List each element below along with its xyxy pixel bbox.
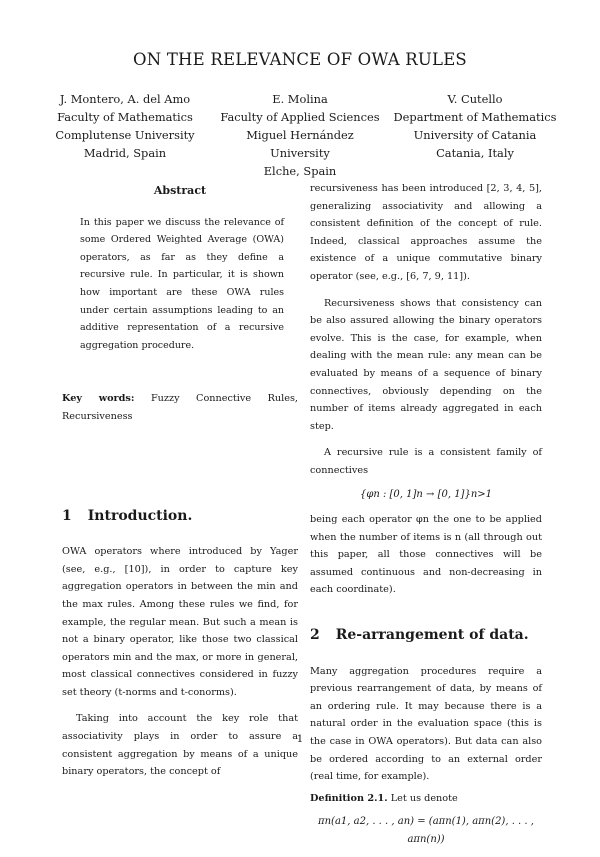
author-1 [40,90,210,180]
author-2 [215,90,385,180]
author-name: V. Cutello [447,92,503,106]
section-2-heading [310,627,542,645]
definition-label: Definition 2.1. [310,792,388,804]
formula-permutation: πn(a1, a2, . . . , an) = (aπn(1), aπn(2), . . . , aπn(n)) [318,816,534,845]
author-name: J. Montero, A. del Amo [59,92,191,106]
definition-text: Let us denote [390,792,458,804]
left-column [62,180,298,781]
author-univ: Complutense University [55,128,195,142]
author-dept: Faculty of Applied Sciences [220,110,380,124]
right-paragraph-4: being each operator φn the one to be applied when the number of items is n (all through out this paper, all those connectives will be assumed continuous and non-decreasing in each coordinate). [310,514,542,596]
author-loc: Catania, Italy [436,146,514,160]
author-univ: University of Catania [413,128,537,142]
keywords-text: Fuzzy Connective Rules, Recursiveness [62,393,298,422]
definition [310,790,542,808]
abstract-body: In this paper we discuss the relevance of some Ordered Weighted Average (OWA) operators, as far as they define a recursive rule. In particular, it is shown how important are these OWA rules under certain assumptions leading to an additive representation of a recursive aggregation procedure. [80,216,284,351]
author-3 [390,90,560,180]
keywords-label: Key words: [62,393,135,405]
author-loc: Madrid, Spain [83,146,167,160]
formula-recursive-rule: {φn : [0, 1]n → [0, 1]}n>1 [359,488,493,500]
author-name: E. Molina [272,92,328,106]
author-block [40,90,560,180]
section-1-heading [62,508,298,526]
right-paragraph-1: recursiveness has been introduced [2, 3, 4, 5], generalizing associativity and allowing a consistent definition of the concept of rule. Indeed, classical approaches assume the existence of a unique commutative binary operator (see, e.g., [6, 7, 9, 11]). [310,183,542,282]
author-loc: Elche, Spain [263,164,337,178]
author-dept: Faculty of Mathematics [57,110,193,124]
section-title: Introduction. [87,507,193,524]
section-2-paragraph-1: Many aggregation procedures require a previous rearrangement of data, by means of an ordering rule. It may because there is a natural order in the evaluation space (this is the case in OWA operators). But data can also be ordered according to an external order (real time, for example). [310,665,542,783]
section-number: 2 [310,627,320,644]
keywords [62,390,298,425]
section-1-paragraph-2: Taking into account the key role that associativity plays in order to assure a consistent aggregation by means of a unique binary operators, the concept of [62,713,298,778]
right-column [310,180,542,857]
author-univ: Miguel Hernández University [246,128,354,160]
page-number: 1 [296,733,304,745]
abstract-heading: Abstract [153,184,207,197]
right-paragraph-3: A recursive rule is a consistent family of connectives [310,447,542,476]
section-1-paragraph-1: OWA operators where introduced by Yager (see, e.g., [10]), in order to capture key aggregation operators in between the min and the max rules. Among these rules we find, for example, the regular mean. But such a mean is not a binary operator, like those two classical operators min and the max, or more in general, most classical connectives considered in fuzzy set theory (t-norms and t-conorms). [62,546,298,698]
right-paragraph-2: Recursiveness shows that consistency can be also assured allowing the binary operators evolve. This is the case, for example, when dealing with the mean rule: any mean can be evaluated by means of a sequence of binary connectives, obviously depending on the number of items already aggregated in each step. [310,297,542,432]
paper-title: ON THE RELEVANCE OF OWA RULES [133,50,467,69]
section-title: Re-arrangement of data. [335,627,529,644]
author-dept: Department of Mathematics [393,110,557,124]
section-number: 1 [62,507,72,524]
